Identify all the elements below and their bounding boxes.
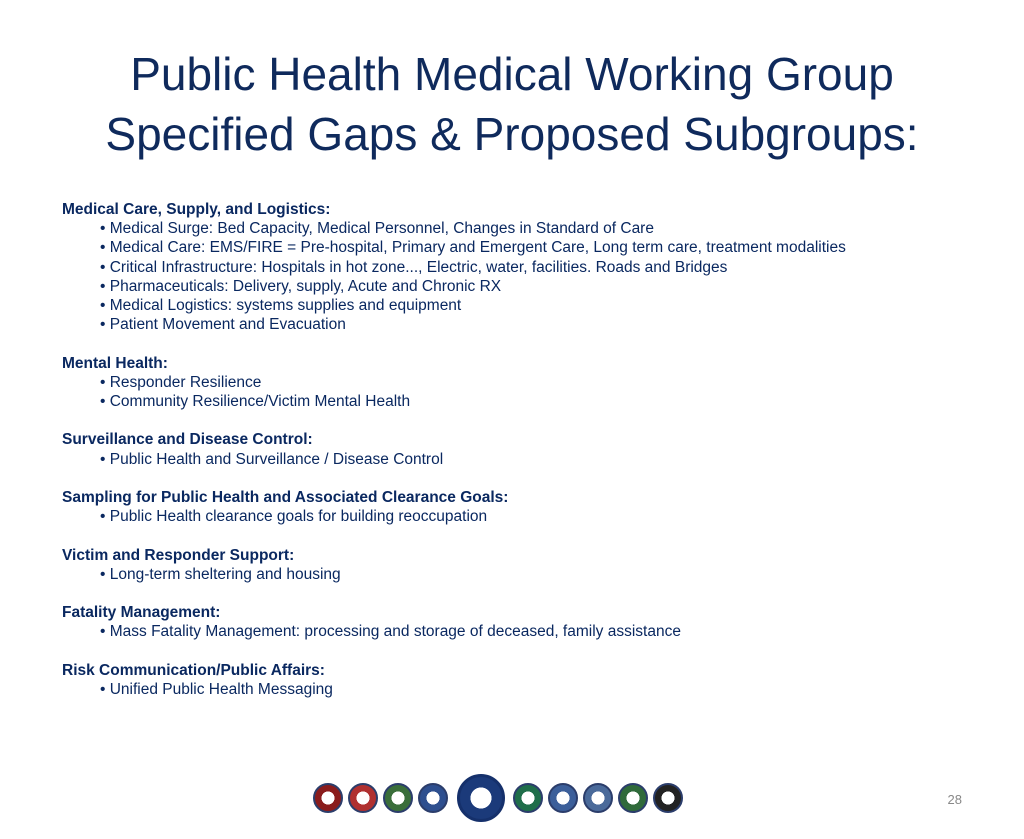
slide-body xyxy=(62,200,962,718)
hhs-eagle-logo xyxy=(653,783,683,813)
subgroup-item: • Public Health clearance goals for building reoccupation xyxy=(100,508,488,526)
agency-logo-strip xyxy=(313,770,688,826)
subgroup-item: • Medical Surge: Bed Capacity, Medical Personnel, Changes in Standard of Care xyxy=(100,220,654,238)
epa-logo xyxy=(513,783,543,813)
subgroup-heading: Risk Communication/Public Affairs: xyxy=(62,661,325,679)
subgroup-item: • Mass Fatality Management: processing and storage of deceased, family assistance xyxy=(100,623,681,641)
slide-title xyxy=(0,44,1024,164)
subgroup-section xyxy=(62,603,962,641)
subgroup-item-list xyxy=(62,565,962,584)
subgroup-item-list xyxy=(62,622,962,641)
subgroup-heading: Sampling for Public Health and Associated Clearance Goals: xyxy=(62,489,509,506)
subgroup-section xyxy=(62,488,962,526)
subgroup-item: • Public Health and Surveillance / Disease Control xyxy=(100,450,444,468)
subgroup-item-list xyxy=(62,507,962,526)
subgroup-heading: Fatality Management: xyxy=(62,604,221,622)
subgroup-item: • Responder Resilience xyxy=(100,373,262,391)
title-line-1: Public Health Medical Working Group xyxy=(130,48,894,100)
subgroup-section xyxy=(62,661,962,699)
subgroup-item: • Long-term sheltering and housing xyxy=(100,565,341,583)
subgroup-item-list xyxy=(62,680,962,699)
subgroup-item: • Critical Infrastructure: Hospitals in hot zone..., Electric, water, facilities. Roads and Bridges xyxy=(100,258,728,276)
subgroup-item: • Medical Care: EMS/FIRE = Pre-hospital, Primary and Emergent Care, Long term care, treatment modalities xyxy=(100,239,846,257)
subgroup-heading: Medical Care, Supply, and Logistics: xyxy=(62,201,331,218)
subgroup-item: • Medical Logistics: systems supplies and equipment xyxy=(100,297,462,315)
cdc-seal-logo xyxy=(583,783,613,813)
subgroup-item-list xyxy=(62,450,962,469)
subgroup-item: • Patient Movement and Evacuation xyxy=(100,316,346,334)
subgroup-section xyxy=(62,546,962,584)
dod-seal-logo xyxy=(548,783,578,813)
subgroup-heading: Victim and Responder Support: xyxy=(62,546,295,564)
subgroup-section xyxy=(62,354,962,412)
subgroup-section xyxy=(62,430,962,468)
subgroup-item-list xyxy=(62,373,962,411)
subgroup-item: • Community Resilience/Victim Mental Health xyxy=(100,393,411,411)
state-agency-logo xyxy=(383,783,413,813)
state-seal-logo xyxy=(313,783,343,813)
exercise-emblem-logo xyxy=(457,774,505,822)
page-number: 28 xyxy=(947,792,962,807)
subgroup-heading: Surveillance and Disease Control: xyxy=(62,431,313,449)
subgroup-item: • Pharmaceuticals: Delivery, supply, Acute and Chronic RX xyxy=(100,277,502,295)
subgroup-item-list xyxy=(62,219,962,334)
subgroup-section xyxy=(62,200,962,334)
doe-seal-logo xyxy=(618,783,648,813)
flag-seal-logo xyxy=(348,783,378,813)
subgroup-item: • Unified Public Health Messaging xyxy=(100,680,333,698)
dhs-seal-logo xyxy=(418,783,448,813)
subgroup-heading: Mental Health: xyxy=(62,354,168,372)
title-line-2: Specified Gaps & Proposed Subgroups: xyxy=(105,108,919,160)
